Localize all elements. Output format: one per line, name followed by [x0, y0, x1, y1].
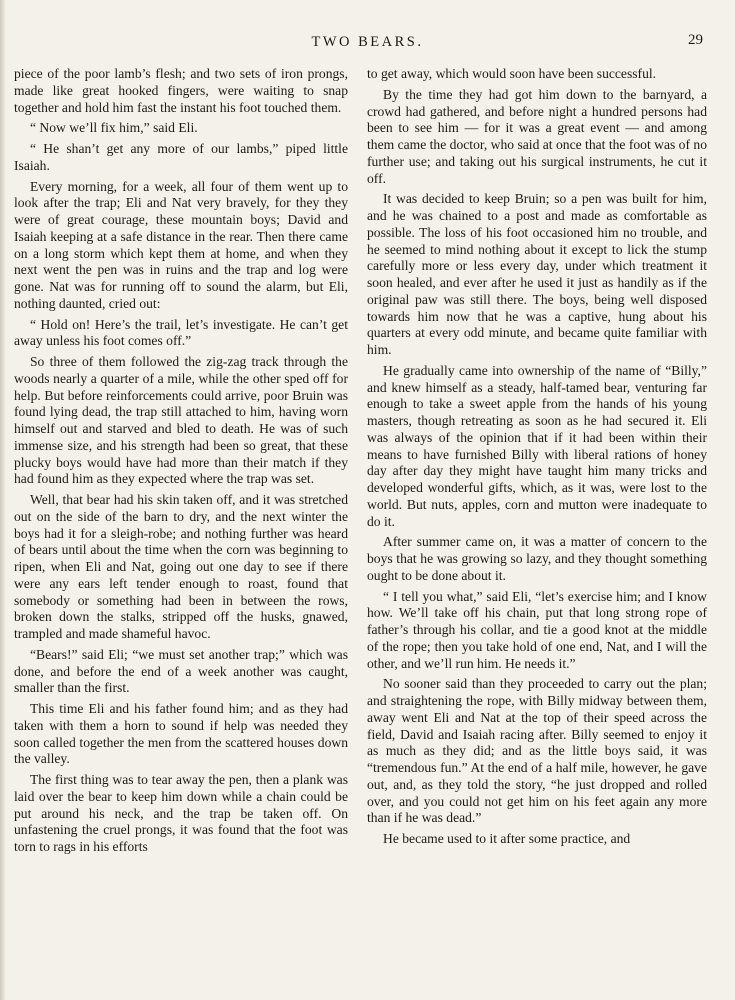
paragraph: Well, that bear had his skin taken off, and it was stretched out on the side of the barn to dry, and the next winter the boys had it for a sleigh-robe; and nothing further was heard of bears until about the time when the corn was beginning to ripen, when Eli and Nat, going out one day to see if there were any ears left tender enough to roast, found that somebody or something had been in between the rows, broken down the stalks, stripped off the husks, gnawed, trampled and made shameful havoc.	[14, 492, 348, 641]
paragraph: “ Hold on! Here’s the trail, let’s investigate. He can’t get away unless his foot comes off.”	[14, 316, 348, 349]
paragraph: He gradually came into ownership of the name of “Billy,” and knew himself as a steady, half-tamed bear, venturing far enough to take a sweet apple from the hands of his young masters, though retreating as soon as he had secured it. Eli was always of the opinion that if it had been within their means to have furnished Billy with liberal rations of honey day after day they might have taught him many tricks and developed wonderful gifts, which, as it was, were lost to the world. But nuts, apples, corn and mutton were inadequate to do it.	[367, 362, 707, 529]
paragraph: “ He shan’t get any more of our lambs,” piped little Isaiah.	[14, 141, 348, 173]
paragraph: He became used to it after some practice, and	[383, 831, 631, 846]
paragraph: After summer came on, it was a matter of concern to the boys that he was growing so lazy, and they thought something ought to be done about it.	[367, 534, 707, 583]
paragraph: “ I tell you what,” said Eli, “let’s exercise him; and I know how. We’ll take off his chain, put that long strong rope of father’s through his collar, and tie a good knot at the middle of the rope; then you take hold of one end, Nat, and I will the other, and we’ll run him. He needs it.”	[367, 588, 707, 671]
page-edge-shadow	[0, 0, 6, 1000]
paragraph: piece of the poor lamb’s flesh; and two sets of iron prongs, made like great hooked fingers, were waiting to snap together and hold him fast the instant his foot touched them.	[14, 66, 348, 115]
page-header	[0, 34, 735, 54]
paragraph: The first thing was to tear away the pen, then a plank was laid over the bear to keep him down while a chain could be put around his neck, and the trap be taken off. On unfastening the cruel prongs, it was found that the foot was torn to rags in his efforts	[14, 772, 348, 854]
running-head: TWO BEARS.	[311, 34, 424, 50]
paragraph: to get away, which would soon have been successful.	[367, 66, 657, 81]
paragraph: Every morning, for a week, all four of them went up to look after the trap; Eli and Nat very bravely, for they they were of great courage, these mountain boys; David and Isaiah keeping at a safe distance in the rear. Then there came on a long storm which kept them at home, and when they next went the pen was in ruins and the trap and log were gone. Nat was for running off to sound the alarm, but Eli, nothing daunted, cried out:	[14, 178, 348, 311]
paragraph: “Bears!” said Eli; “we must set another trap;” which was done, and before the end of a week another was caught, smaller than the first.	[14, 646, 348, 696]
paragraph: “ Now we’ll fix him,” said Eli.	[30, 120, 198, 136]
page-number: 29	[688, 32, 703, 48]
paragraph: This time Eli and his father found him; and as they had taken with them a horn to sound if help was needed they soon called together the men from the scattered houses down the valley.	[14, 701, 348, 767]
left-column	[14, 66, 348, 860]
paragraph: No sooner said than they proceeded to carry out the plan; and straightening the rope, with Billy midway between them, away went Eli and Nat at the top of their speed across the field, David and Isaiah racing after. Billy seemed to enjoy it as much as they did; and as the little boys said, it was “tremendous fun.” At the end of a half mile, however, he gave out, and, as they told the story, “he just dropped and rolled over, and you could not get him on his feet again any more than if he was dead.”	[367, 676, 707, 826]
paragraph: It was decided to keep Bruin; so a pen was built for him, and he was chained to a post and made as comfortable as possible. The loss of his foot occasioned him no trouble, and he seemed to mind nothing about it except to lick the stump carefully more or less every day, under which treatment it soon healed, and ever after he used it just as handily as if the original paw was still there. The boys, being well disposed towards him now that he was a captive, hung about his quarters at every odd minute, and became quite familiar with him.	[367, 191, 707, 357]
paragraph: By the time they had got him down to the barnyard, a crowd had gathered, and before night a hundred persons had been to see him — for it was a great event — and among them came the doctor, who said at once that the foot was of no further use; and taking out his surgical instruments, he cut it off.	[367, 86, 707, 186]
right-column	[367, 66, 707, 852]
paragraph: So three of them followed the zig-zag track through the woods nearly a quarter of a mile, while the other sped off for help. But before reinforcements could arrive, poor Bruin was found lying dead, the trap still attached to him, having worn himself out and starved and bled to death. He was of such immense size, and his strength had been so great, that these plucky boys would have had more than their match if they had found him as they expected where the trap was set.	[14, 354, 348, 487]
